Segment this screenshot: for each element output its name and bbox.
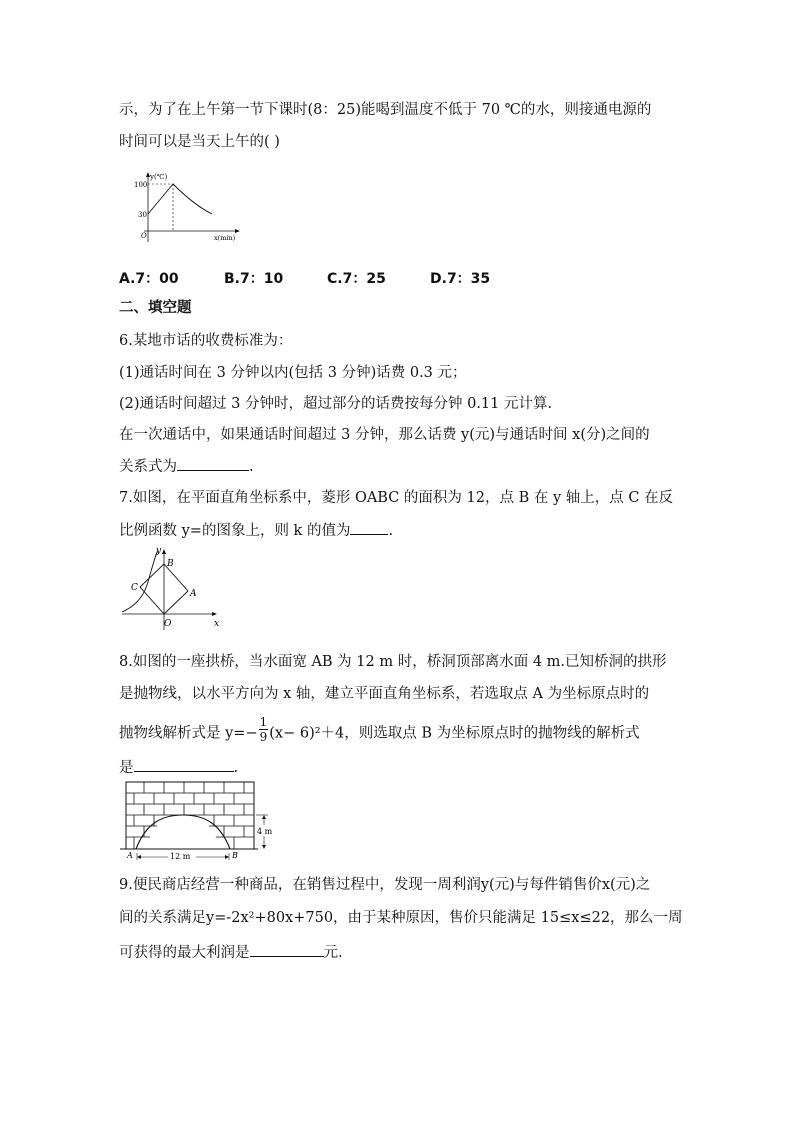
- q8-fraction-numerator: 1: [259, 715, 268, 729]
- q5-graph-xlabel: x(min): [214, 234, 236, 242]
- q6-line5-end: .: [249, 459, 254, 475]
- q7-answer-blank[interactable]: [350, 520, 388, 535]
- q8-formula-end: (x− 6)²＋4，则选取点 B 为坐标原点时的抛物线的解析式: [269, 725, 640, 742]
- q8-line4-end: .: [233, 760, 239, 776]
- q5-graph-ylabel: y(℃): [150, 173, 168, 181]
- q6-text-line4: 在一次通话中，如果通话时间超过 3 分钟，那么话费 y(元)与通话时间 x(分)之间的: [119, 427, 650, 443]
- q8-fig-height-label: 4 m: [257, 827, 273, 836]
- q8-fig-point-a: A: [127, 851, 133, 860]
- q5-option-c: C.7：25: [327, 271, 386, 287]
- q8-formula-start: 抛物线解析式是 y=−: [119, 725, 258, 742]
- q5-temperature-graph: [128, 170, 243, 246]
- q8-text-line2: 是抛物线，以水平方向为 x 轴，建立平面直角坐标系，若选取点 A 为坐标原点时的: [119, 686, 650, 702]
- q7-fig-point-a: A: [190, 589, 197, 599]
- q6-text-line5: [119, 456, 254, 477]
- q8-fraction-denominator: 9: [259, 730, 268, 744]
- q8-text-line1: 8.如图的一座拱桥，当水面宽 AB 为 12 m 时，桥洞顶部离水面 4 m.已知桥洞的拱形: [119, 654, 667, 670]
- q7-fig-origin: O: [164, 619, 172, 629]
- q5-graph-origin: O: [141, 232, 147, 240]
- q5-text-line1: 示，为了在上午第一节下课时(8：25)能喝到温度不低于 70 ℃的水，则接通电源的: [119, 102, 652, 118]
- q8-fig-point-b: B: [232, 851, 238, 860]
- q8-text-line3: [119, 715, 640, 748]
- q7-rhombus-figure: [118, 544, 224, 632]
- q9-line3-end: 元.: [323, 945, 343, 961]
- q7-fig-x-label: x: [214, 619, 220, 629]
- q7-line2-end: .: [388, 523, 394, 539]
- q8-fraction: [259, 715, 269, 744]
- q7-fig-point-b: B: [167, 559, 174, 569]
- q9-text-line3: [119, 942, 343, 963]
- q5-option-d: D.7：35: [430, 271, 491, 287]
- q7-text-line1: 7.如图，在平面直角坐标系中，菱形 OABC 的面积为 12，点 B 在 y 轴上，点 C 在反: [119, 490, 674, 506]
- q9-answer-blank[interactable]: [250, 942, 324, 957]
- q7-line2-label: 比例函数 y=的图象上，则 k 的值为: [119, 523, 351, 539]
- q6-answer-blank[interactable]: [177, 456, 249, 471]
- q6-text-line2: (1)通话时间在 3 分钟以内(包括 3 分钟)话费 0.3 元；: [119, 365, 467, 381]
- q5-option-b: B.7：10: [224, 271, 284, 287]
- q7-fig-y-label: y: [156, 546, 162, 556]
- q6-text-line3: (2)通话时间超过 3 分钟时，超过部分的话费按每分钟 0.11 元计算.: [119, 396, 553, 412]
- q8-line4-label: 是: [119, 760, 134, 776]
- q8-fig-width-label: 12 m: [170, 852, 191, 861]
- q5-text-line2: 时间可以是当天上午的( ): [119, 134, 280, 150]
- q6-text-line1: 6.某地市话的收费标准为：: [119, 333, 293, 349]
- q5-option-a: A.7：00: [119, 271, 179, 287]
- q8-text-line4: [119, 757, 238, 778]
- q7-text-line2: [119, 520, 393, 541]
- q9-text-line2: 间的关系满足y=-2x²+80x+750，由于某种原因，售价只能满足 15≤x≤22，那么一周: [119, 910, 683, 926]
- q8-answer-blank[interactable]: [134, 757, 234, 772]
- q9-line3-label: 可获得的最大利润是: [119, 945, 250, 961]
- q7-fig-point-c: C: [131, 583, 138, 593]
- q5-graph-ytick-30: 30: [138, 211, 147, 219]
- q8-bridge-figure: [118, 778, 282, 862]
- q6-line5-label: 关系式为: [119, 459, 177, 475]
- section-heading: 二、填空题: [119, 299, 192, 316]
- q5-graph-ytick-100: 100: [134, 181, 148, 189]
- q9-text-line1: 9.便民商店经营一种商品，在销售过程中，发现一周利润y(元)与每件销售价x(元)之: [119, 877, 651, 893]
